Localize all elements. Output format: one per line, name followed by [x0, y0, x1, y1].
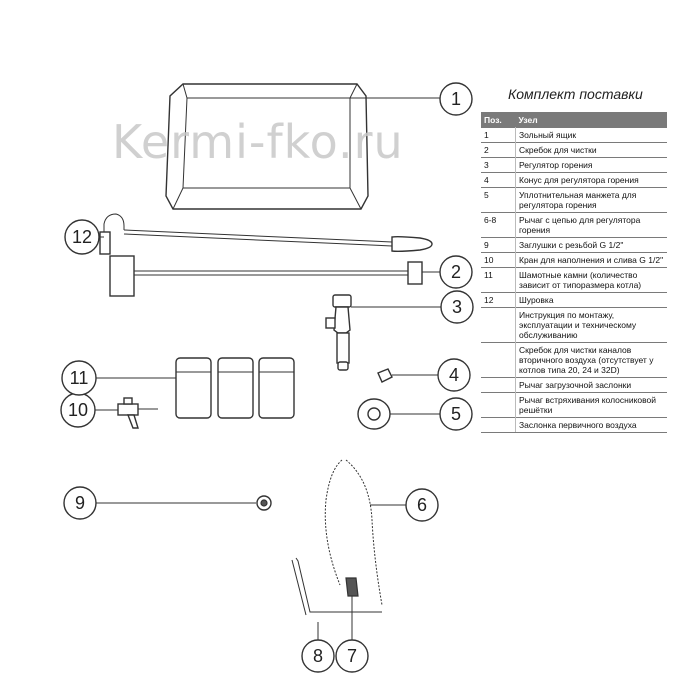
- cell-unit: Шуровка: [516, 293, 668, 308]
- table-row: [481, 238, 667, 253]
- table-row: [481, 293, 667, 308]
- cell-pos: 11: [481, 268, 516, 293]
- cell-unit: Рычаг загрузочной заслонки: [516, 378, 668, 393]
- callout-9: [64, 487, 96, 519]
- table-row: [481, 143, 667, 158]
- callout-1: [440, 83, 472, 115]
- cell-unit: Кран для наполнения и слива G 1/2": [516, 253, 668, 268]
- callout-7: [336, 640, 368, 672]
- table-row: [481, 378, 667, 393]
- regulator-cone: [378, 369, 438, 382]
- callout-4: [438, 359, 470, 391]
- svg-text:9: 9: [74, 493, 86, 513]
- svg-text:7: 7: [346, 646, 358, 666]
- header-pos: Поз.: [481, 112, 516, 128]
- cell-unit: Рычаг с цепью для регулятора горения: [516, 213, 668, 238]
- callout-5: [440, 398, 472, 430]
- cell-unit: Зольный ящик: [516, 128, 668, 143]
- cell-pos: 3: [481, 158, 516, 173]
- table-row: [481, 393, 667, 418]
- table-row: [481, 343, 667, 378]
- cell-pos: 4: [481, 173, 516, 188]
- callout-8: [302, 640, 334, 672]
- table-row: [481, 308, 667, 343]
- svg-text:3: 3: [451, 297, 463, 317]
- cell-unit: Скребок для чистки: [516, 143, 668, 158]
- svg-text:12: 12: [71, 227, 93, 247]
- cell-pos: [481, 393, 516, 418]
- table-row: [481, 128, 667, 143]
- svg-text:10: 10: [67, 400, 89, 420]
- callout-12: [65, 220, 99, 254]
- fill-drain-tap: [94, 398, 158, 428]
- cell-unit: Шамотные камни (количество зависит от типоразмера котла): [516, 268, 668, 293]
- cell-pos: 5: [481, 188, 516, 213]
- cell-unit: Уплотнительная манжета для регулятора горения: [516, 188, 668, 213]
- table-row: [481, 158, 667, 173]
- parts-table: [481, 112, 667, 433]
- seal-cuff: [358, 399, 440, 429]
- cell-pos: 1: [481, 128, 516, 143]
- cell-pos: 9: [481, 238, 516, 253]
- callout-2: [440, 256, 472, 288]
- cell-pos: [481, 308, 516, 343]
- cell-unit: Конус для регулятора горения: [516, 173, 668, 188]
- watermark: Kermi-fko.ru: [112, 115, 404, 169]
- callout-10: [61, 393, 95, 427]
- table-row: [481, 213, 667, 238]
- table-title: Комплект поставки: [508, 86, 643, 102]
- cell-pos: 10: [481, 253, 516, 268]
- cell-unit: Рычаг встряхивания колосниковой решётки: [516, 393, 668, 418]
- callout-3: [441, 291, 473, 323]
- svg-text:6: 6: [416, 495, 428, 515]
- cell-unit: Заслонка первичного воздуха: [516, 418, 668, 433]
- callout-6: [406, 489, 438, 521]
- table-row: [481, 188, 667, 213]
- cell-unit: Заглушки с резьбой G 1/2": [516, 238, 668, 253]
- cell-pos: 12: [481, 293, 516, 308]
- lever-with-chain: [292, 460, 406, 640]
- table-header-row: [481, 112, 667, 128]
- cell-pos: 2: [481, 143, 516, 158]
- combustion-regulator: [326, 295, 351, 370]
- table-row: [481, 253, 667, 268]
- svg-text:5: 5: [450, 404, 462, 424]
- cell-pos: 6-8: [481, 213, 516, 238]
- table-row: [481, 418, 667, 433]
- cell-unit: Регулятор горения: [516, 158, 668, 173]
- callout-11: [62, 361, 96, 395]
- cell-unit: Скребок для чистки каналов вторичного воздуха (отсутствует у котлов типа 20, 24 и 32D): [516, 343, 668, 378]
- svg-text:8: 8: [312, 646, 324, 666]
- threaded-plug: [94, 496, 271, 510]
- cell-pos: [481, 378, 516, 393]
- header-unit: Узел: [516, 112, 668, 128]
- cleaning-scraper: [110, 256, 422, 296]
- svg-text:11: 11: [69, 368, 89, 388]
- poker: [100, 214, 432, 254]
- svg-text:4: 4: [448, 365, 460, 385]
- table-row: [481, 173, 667, 188]
- cell-unit: Инструкция по монтажу, эксплуатации и техническому обслуживанию: [516, 308, 668, 343]
- cell-pos: [481, 418, 516, 433]
- cell-pos: [481, 343, 516, 378]
- table-row: [481, 268, 667, 293]
- svg-text:2: 2: [450, 262, 462, 282]
- svg-text:1: 1: [450, 89, 462, 109]
